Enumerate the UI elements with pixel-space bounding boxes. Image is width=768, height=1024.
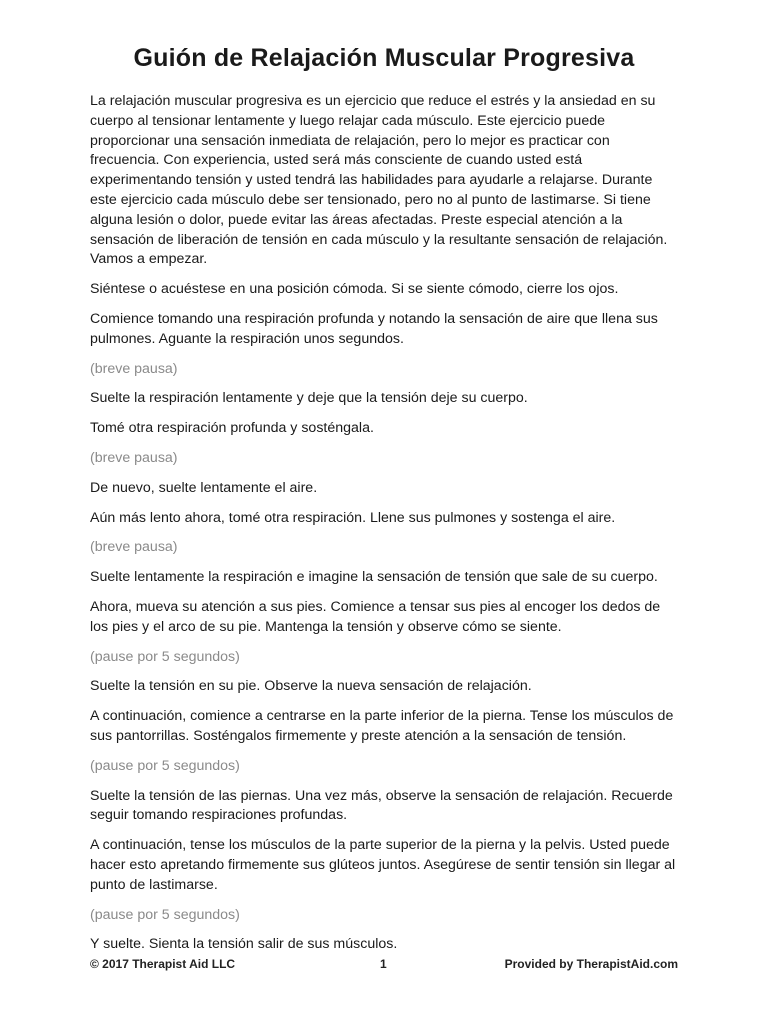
script-paragraph: Siéntese o acuéstese en una posición cómoda. Si se siente cómodo, cierre los ojos. — [90, 281, 619, 298]
script-paragraph: De nuevo, suelte lentamente el aire. — [90, 479, 318, 496]
footer-provided-by: Provided by TherapistAid.com — [504, 957, 678, 971]
pause-note: (breve pausa) — [90, 360, 178, 377]
pause-note: (breve pausa) — [90, 449, 178, 466]
pause-note: (pause por 5 segundos) — [90, 906, 240, 923]
footer-page-number: 1 — [380, 957, 387, 971]
script-paragraph: Aún más lento ahora, tomé otra respiración. Llene sus pulmones y sostenga el aire. — [90, 509, 616, 526]
script-paragraph: Suelte la tensión de las piernas. Una vez más, observe la sensación de relajación. Recuerde seguir tomando respiraciones profundas. — [90, 787, 673, 824]
script-paragraph: Suelte la tensión en su pie. Observe la nueva sensación de relajación. — [90, 678, 532, 695]
page-footer — [90, 957, 678, 975]
script-paragraph: A continuación, comience a centrarse en la parte inferior de la pierna. Tense los músculos de sus pantorrillas. Sosténgalos firmemente y preste atención a la sensación de tensión. — [90, 708, 674, 744]
page-title: Guión de Relajación Muscular Progresiva — [133, 44, 635, 72]
pause-note: (pause por 5 segundos) — [90, 648, 240, 665]
script-paragraph: Y suelte. Sienta la tensión salir de sus músculos. — [90, 936, 398, 953]
script-paragraph: Ahora, mueva su atención a sus pies. Comience a tensar sus pies al encoger los dedos de los pies y el arco de su pie. Mantenga la tensión y observe cómo se siente. — [90, 598, 661, 635]
footer-copyright: © 2017 Therapist Aid LLC — [90, 957, 236, 971]
script-paragraph: A continuación, tense los músculos de la parte superior de la pierna y la pelvis. Usted puede hacer esto apretando firmemente sus glúteos juntos. Asegúrese de sentir tensión sin llegar al punto de lastimarse. — [90, 837, 676, 893]
script-paragraph: Tomé otra respiración profunda y sosténgala. — [90, 420, 374, 437]
pause-note: (breve pausa) — [90, 539, 178, 556]
pause-note: (pause por 5 segundos) — [90, 757, 240, 774]
script-body — [90, 92, 682, 965]
script-paragraph: Suelte la respiración lentamente y deje que la tensión deje su cuerpo. — [90, 390, 528, 407]
script-paragraph: La relajación muscular progresiva es un ejercicio que reduce el estrés y la ansiedad en su cuerpo al tensionar lentamente y luego relajar cada músculo. Este ejercicio puede proporcionar una sensación inmediata de relajación, pero lo mejor es practicar con frecuencia. Con experiencia, usted será más consciente de cuando usted está experimentando tensión y usted tendrá las habilidades para ayudarle a relajarse. Durante este ejercicio cada músculo debe ser tensionado, pero no al punto de lastimarse. Si tiene alguna lesión o dolor, puede evitar las áreas afectadas. Preste especial atención a la sensación de liberación de tensión en cada músculo y la resultante sensación de relajación. Vamos a empezar. — [90, 93, 668, 268]
script-paragraph: Comience tomando una respiración profunda y notando la sensación de aire que llena sus pulmones. Aguante la respiración unos segundos. — [90, 310, 658, 347]
script-paragraph: Suelte lentamente la respiración e imagine la sensación de tensión que sale de su cuerpo. — [90, 569, 658, 586]
